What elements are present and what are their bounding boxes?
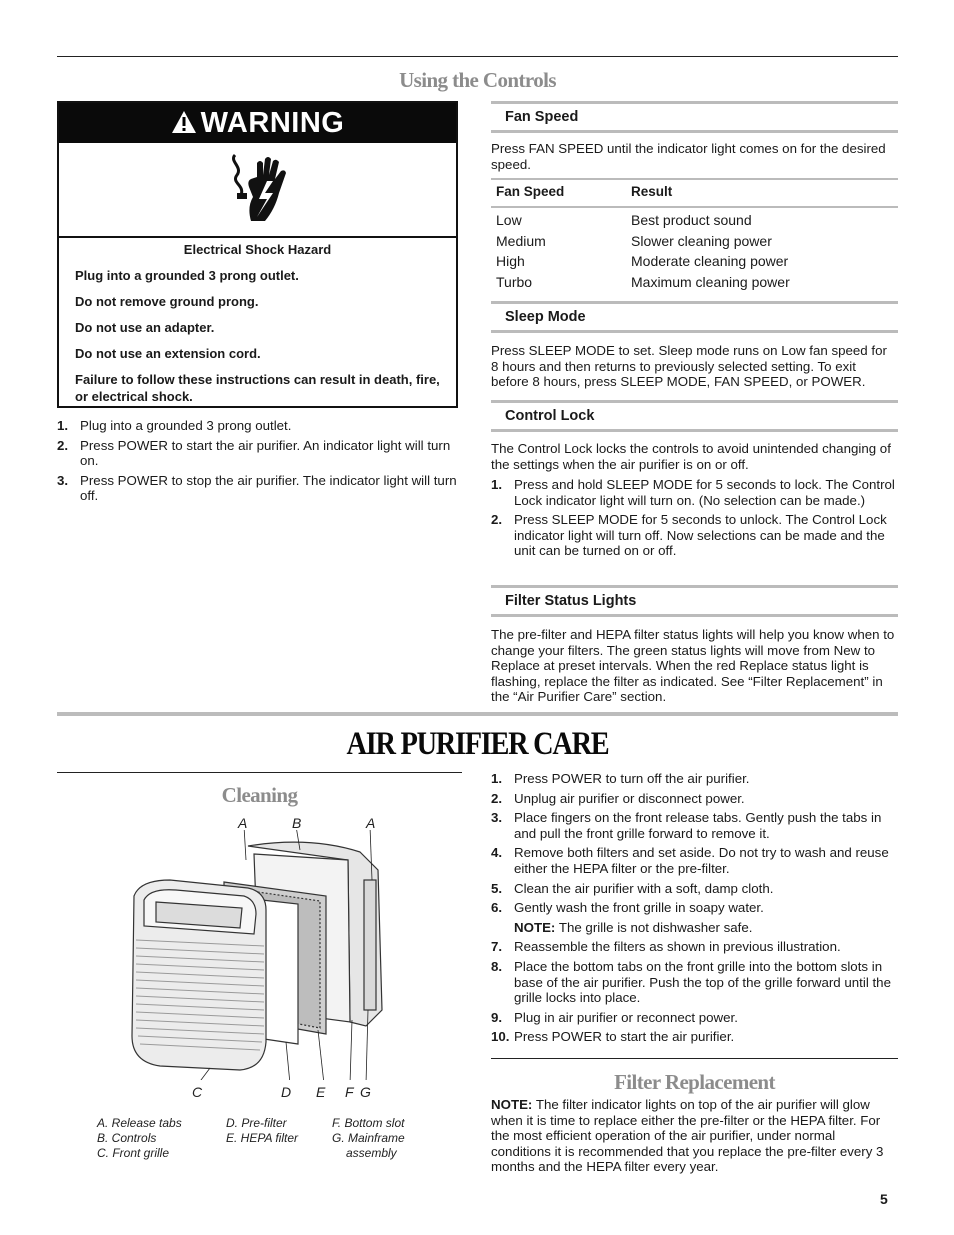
cleaning-steps-list — [491, 771, 896, 1049]
diagram-label: A — [238, 815, 248, 831]
list-item: 7. Reassemble the filters as shown in previous illustration. — [491, 939, 841, 955]
table-row: High Moderate cleaning power — [496, 253, 789, 269]
filter-status-text: The pre-filter and HEPA filter status lights will help you know when to change your filters. The green status lights will move from New to Replace at preset intervals. When the red Replace status light is flashing, replace the filter as indicated. See “Filter Replacement” in the “Air Purifier Care” section. — [491, 627, 895, 705]
diagram-label: D — [281, 1084, 292, 1100]
warning-title: Electrical Shock Hazard — [183, 242, 332, 257]
list-item: 8. Place the bottom tabs on the front grille into the bottom slots in base of the air purifier. Push the top of the grille forward until the grille locks into place. — [491, 958, 891, 1006]
warning-line: Plug into a grounded 3 prong outlet. — [75, 267, 299, 283]
diagram-label: B — [292, 815, 302, 831]
diagram-label: F — [345, 1084, 354, 1100]
section-divider — [57, 712, 898, 716]
diagram-label: A — [366, 815, 376, 831]
warning-label: WARNING — [200, 107, 345, 139]
filter-replacement-rule — [491, 1058, 898, 1059]
section-heading-using-controls: Using the Controls — [399, 68, 556, 92]
warning-body — [59, 236, 456, 405]
warning-banner — [59, 103, 456, 143]
section-heading-cleaning: Cleaning — [221, 783, 298, 807]
list-item: 3. Place fingers on the front release tabs. Gently push the tabs in and pull the front grille forward to remove it. — [491, 810, 882, 841]
list-item: 1. Plug into a grounded 3 prong outlet. — [57, 418, 292, 433]
control-lock-text: The Control Lock locks the controls to avoid unintended changing of the settings when the air purifier is on or off. — [491, 441, 891, 472]
filter-replacement-note: NOTE: The filter indicator lights on top of the air purifier will glow when it is time to replace either the pre-filter or the HEPA filter. For the most efficient operation of the air purifier, under normal conditions it is recommended that you replace the pre-filter every 3 months and the HEPA filter every year. — [491, 1097, 884, 1175]
table-header: Fan Speed Result — [491, 178, 898, 208]
list-item: 2. Unplug air purifier or disconnect power. — [491, 790, 745, 806]
warning-line: Do not use an adapter. — [75, 319, 215, 335]
diagram-legend-col3: F. Bottom slot G. Mainframe assembly — [332, 1116, 405, 1160]
list-item: 10. Press POWER to start the air purifier. — [491, 1029, 735, 1045]
list-item: 5. Clean the air purifier with a soft, damp cloth. — [491, 880, 774, 896]
table-row: Turbo Maximum cleaning power — [496, 273, 790, 290]
power-steps-list — [57, 418, 457, 508]
fan-speed-text: Press FAN SPEED until the indicator light comes on for the desired speed. — [491, 141, 886, 172]
subheading-fan-speed: Fan Speed — [491, 101, 898, 133]
warning-triangle-icon — [171, 105, 197, 145]
warning-line: Do not remove ground prong. — [75, 293, 259, 309]
warning-pictogram — [59, 143, 456, 238]
list-item: 2. Press SLEEP MODE for 5 seconds to unlock. The Control Lock indicator light will turn off. Now selections can be made and the unit can be turned on or off. — [491, 512, 887, 559]
list-item: 6. Gently wash the front grille in soapy water. — [491, 900, 764, 916]
list-item: 4. Remove both filters and set aside. Do not try to wash and reuse either the HEPA filter or the pre-filter. — [491, 845, 889, 876]
list-item: 1. Press POWER to turn off the air purifier. — [491, 771, 750, 786]
section-heading-filter-replacement: Filter Replacement — [614, 1070, 775, 1094]
list-item: 9. Plug in air purifier or reconnect power. — [491, 1009, 738, 1025]
cleaning-rule — [57, 772, 462, 773]
table-row: Low Best product sound — [496, 212, 752, 228]
diagram-label: C — [192, 1084, 203, 1100]
air-purifier-exploded-diagram — [120, 830, 400, 1080]
warning-box — [57, 101, 458, 408]
diagram-legend-col2: D. Pre-filter E. HEPA filter — [226, 1116, 299, 1145]
diagram-legend-col1: A. Release tabs B. Controls C. Front grille — [97, 1116, 182, 1160]
list-item: 1. Press and hold SLEEP MODE for 5 seconds to lock. The Control Lock indicator light will turn on. (No selection can be made.) — [491, 477, 895, 508]
list-item: 3. Press POWER to stop the air purifier. The indicator light will turn off. — [57, 472, 457, 504]
page-number: 5 — [880, 1191, 888, 1207]
subheading-filter-status: Filter Status Lights — [491, 585, 898, 617]
page-title-care: AIR PURIFIER CARE — [346, 726, 609, 762]
control-lock-steps — [491, 477, 896, 563]
top-rule — [57, 56, 898, 57]
diagram-label: G — [360, 1084, 371, 1100]
table-row: Medium Slower cleaning power — [496, 232, 772, 249]
electrical-shock-hand-icon — [59, 143, 460, 236]
note-item: NOTE: The grille is not dishwasher safe. — [514, 919, 753, 935]
diagram-label: E — [316, 1084, 326, 1100]
subheading-control-lock: Control Lock — [491, 400, 898, 432]
warning-line: Do not use an extension cord. — [75, 345, 261, 361]
list-item: 2. Press POWER to start the air purifier. An indicator light will turn on. — [57, 437, 451, 469]
fan-speed-table — [491, 178, 898, 292]
subheading-sleep-mode: Sleep Mode — [491, 301, 898, 333]
sleep-mode-text: Press SLEEP MODE to set. Sleep mode runs on Low fan speed for 8 hours and then returns to previously selected setting. To exit before 8 hours, press SLEEP MODE, FAN SPEED, or POWER. — [491, 343, 887, 390]
warning-line: Failure to follow these instructions can result in death, fire, or electrical shock. — [75, 371, 440, 404]
